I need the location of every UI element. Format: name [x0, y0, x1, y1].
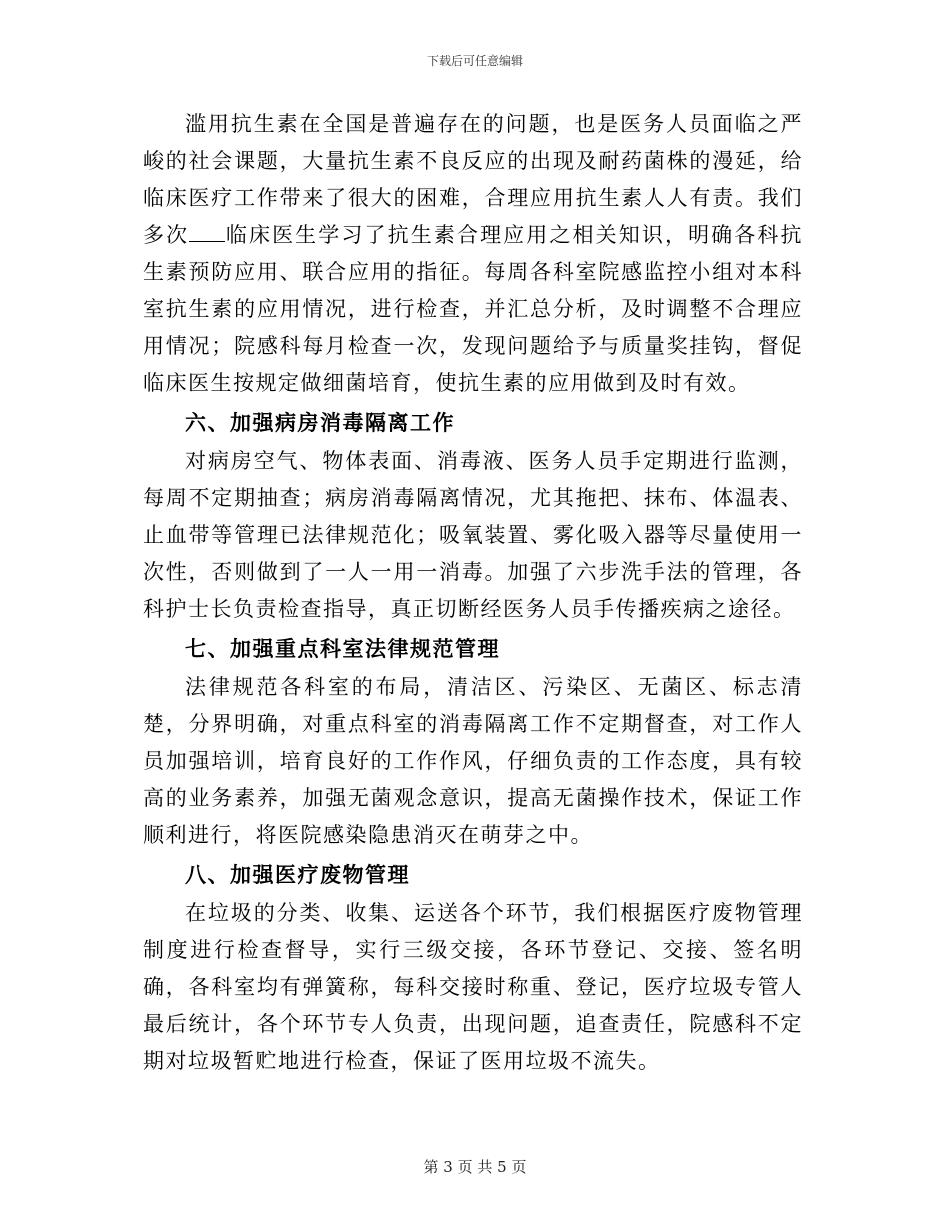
paragraph-ward-disinfection: 对病房空气、物体表面、消毒液、医务人员手定期进行监测，每周不定期抽查；病房消毒隔离情况，尤其拖把、抹布、体温表、止血带等管理已法律规范化；吸氧装置、雾化吸入器等尽量使用一次性，否则做到了一人一用一消毒。加强了六步洗手法的管理，各科护士长负责检查指导，真正切断经医务人员手传播疾病之途径。 — [143, 449, 803, 621]
paragraph-text: 滥用抗生素在全国是普遍存在的问题，也是医务人员面临之严峻的社会课题，大量抗生素不良反应的出现及耐药菌株的漫延，给临床医疗工作带来了很大的困难，合理应用抗生素人人有责。我们多次 — [143, 112, 803, 247]
header-note: 下载后可任意编辑 — [426, 54, 523, 68]
paragraph-text: 临床医生学习了抗生素合理应用之相关知识，明确各科抗生素预防应用、联合应用的指征。每周各科室院感监控小组对本科室抗生素的应用情况，进行检查，并汇总分析，及时调整不合理应用情况；院感科每月检查一次，发现问题给予与质量奖挂钩，督促临床医生按规定做细菌培育，使抗生素的应用做到及时有效。 — [143, 223, 804, 395]
section-heading-7: 七、加强重点科室法律规范管理 — [185, 636, 500, 661]
section-heading-6: 六、加强病房消毒隔离工作 — [185, 410, 455, 435]
document-body — [143, 106, 803, 1080]
paragraph-antibiotics — [143, 106, 803, 402]
page-number: 第 3 页 共 5 页 — [423, 1158, 527, 1176]
paragraph-medical-waste: 在垃圾的分类、收集、运送各个环节，我们根据医疗废物管理制度进行检查督导，实行三级交接，各环节登记、交接、签名明确，各科室均有弹簧称，每科交接时称重、登记，医疗垃圾专管人最后统计，各个环节专人负责，出现问题，追查责任，院感科不定期对垃圾暂贮地进行检查，保证了医用垃圾不流失。 — [143, 901, 803, 1073]
section-heading-8: 八、加强医疗废物管理 — [185, 862, 410, 887]
paragraph-key-departments: 法律规范各科室的布局，清洁区、污染区、无菌区、标志清楚，分界明确，对重点科室的消毒隔离工作不定期督查，对工作人员加强培训，培育良好的工作作风，仔细负责的工作态度，具有较高的业务素养，加强无菌观念意识，提高无菌操作技术，保证工作顺利进行，将医院感染隐患消灭在萌芽之中。 — [143, 675, 803, 847]
fill-in-blank — [189, 221, 225, 242]
